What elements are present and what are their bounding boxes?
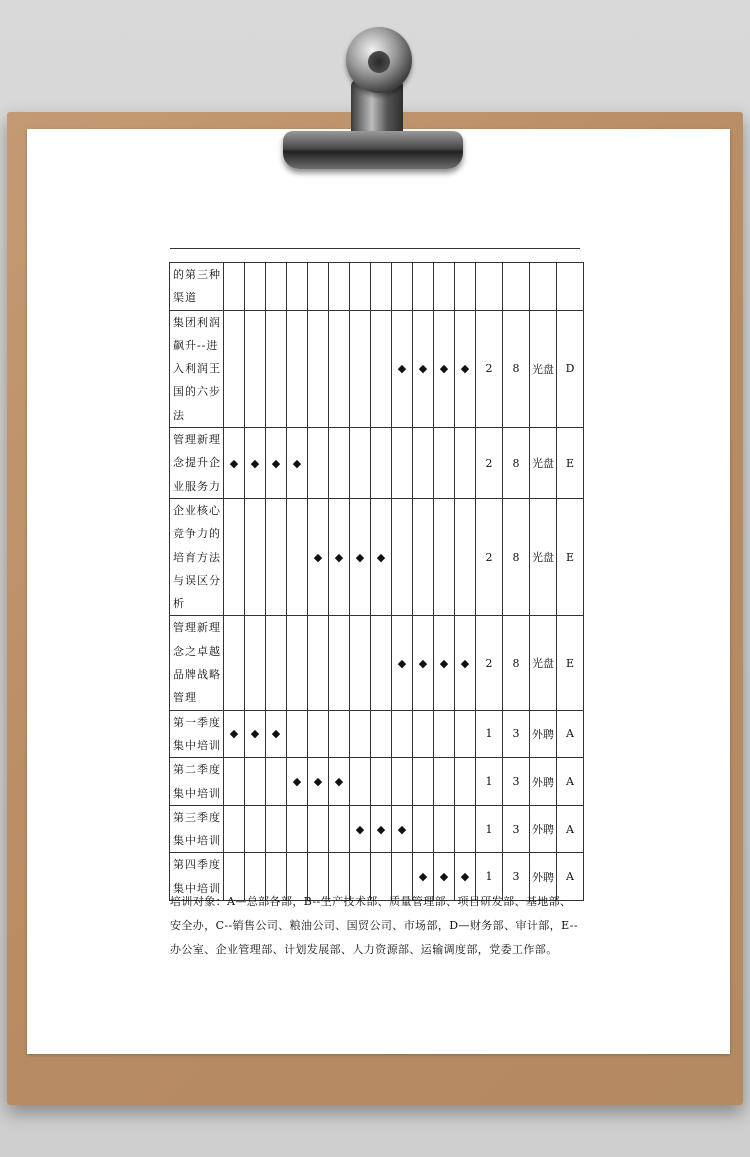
month-cell	[371, 263, 392, 311]
month-cell	[350, 428, 371, 499]
month-cell	[308, 758, 329, 806]
month-cell	[287, 758, 308, 806]
sessions-cell: 3	[503, 805, 530, 853]
sessions-cell: 3	[503, 758, 530, 806]
month-cell	[266, 805, 287, 853]
month-cell	[245, 428, 266, 499]
diamond-marker-icon: ◆	[355, 822, 365, 836]
diamond-marker-icon: ◆	[292, 775, 302, 789]
course-name-line: 渠道	[173, 291, 197, 305]
month-cell	[413, 805, 434, 853]
footnote-line: 培训对象：A—总部各部，B--生产技术部、质量管理部、项目研发部、基地部、	[170, 895, 572, 908]
sessions-cell: 3	[503, 853, 530, 901]
month-cell	[350, 616, 371, 710]
month-cell	[434, 758, 455, 806]
month-cell	[392, 616, 413, 710]
month-cell	[455, 710, 476, 758]
month-cell	[266, 710, 287, 758]
month-cell	[287, 263, 308, 311]
course-name-line: 品牌战略	[173, 668, 221, 682]
month-cell	[224, 310, 245, 427]
month-cell	[224, 710, 245, 758]
method-cell: 外聘	[530, 710, 557, 758]
month-cell	[413, 758, 434, 806]
course-name-line: 竞争力的	[173, 527, 221, 541]
month-cell	[245, 805, 266, 853]
method-cell: 光盘	[530, 310, 557, 427]
month-cell	[308, 805, 329, 853]
course-name-line: 第二季度	[173, 763, 221, 777]
method-cell: 外聘	[530, 805, 557, 853]
course-name-line: 析	[173, 597, 185, 611]
diamond-marker-icon: ◆	[418, 870, 428, 884]
course-name-line: 集团利润	[173, 315, 221, 329]
month-cell	[413, 498, 434, 615]
month-cell	[308, 263, 329, 311]
month-cell	[413, 263, 434, 311]
sessions-cell: 8	[503, 310, 530, 427]
hours-cell: 2	[476, 310, 503, 427]
target-cell: E	[557, 428, 584, 499]
month-cell	[329, 758, 350, 806]
month-cell	[455, 498, 476, 615]
course-name-line: 法	[173, 408, 185, 422]
method-cell: 外聘	[530, 853, 557, 901]
course-name-line: 管理新理	[173, 621, 221, 635]
diamond-marker-icon: ◆	[292, 456, 302, 470]
month-cell	[455, 310, 476, 427]
month-cell	[329, 805, 350, 853]
month-cell	[371, 428, 392, 499]
month-cell	[266, 428, 287, 499]
month-cell	[413, 710, 434, 758]
month-cell	[329, 498, 350, 615]
clip-hole	[368, 51, 390, 73]
hours-cell: 1	[476, 805, 503, 853]
month-cell	[224, 428, 245, 499]
month-cell	[224, 498, 245, 615]
course-name-cell	[170, 428, 224, 499]
sessions-cell: 8	[503, 428, 530, 499]
target-cell	[557, 263, 584, 311]
month-cell	[350, 310, 371, 427]
diamond-marker-icon: ◆	[313, 550, 323, 564]
month-cell	[455, 428, 476, 499]
diamond-marker-icon: ◆	[397, 656, 407, 670]
diamond-marker-icon: ◆	[313, 775, 323, 789]
month-cell	[224, 263, 245, 311]
diamond-marker-icon: ◆	[460, 362, 470, 376]
course-name-line: 集中培训	[173, 738, 221, 752]
course-name-cell	[170, 805, 224, 853]
diamond-marker-icon: ◆	[439, 362, 449, 376]
clip-base	[283, 131, 463, 169]
course-name-line: 业服务力	[173, 479, 221, 493]
method-cell: 光盘	[530, 498, 557, 615]
table-row	[170, 498, 584, 615]
diamond-marker-icon: ◆	[397, 822, 407, 836]
hours-cell	[476, 263, 503, 311]
footnote-line: 安全办，C--销售公司、粮油公司、国贸公司、市场部，D—财务部、审计部，E--	[170, 919, 578, 932]
target-cell: A	[557, 805, 584, 853]
hours-cell: 2	[476, 498, 503, 615]
diamond-marker-icon: ◆	[418, 656, 428, 670]
month-cell	[308, 710, 329, 758]
month-cell	[287, 805, 308, 853]
month-cell	[245, 263, 266, 311]
header-rule	[170, 248, 580, 249]
course-name-line: 第一季度	[173, 715, 221, 729]
target-cell: E	[557, 616, 584, 710]
diamond-marker-icon: ◆	[250, 727, 260, 741]
table-row	[170, 805, 584, 853]
month-cell	[245, 310, 266, 427]
table-row	[170, 428, 584, 499]
diamond-marker-icon: ◆	[460, 870, 470, 884]
diamond-marker-icon: ◆	[229, 456, 239, 470]
diamond-marker-icon: ◆	[376, 550, 386, 564]
month-cell	[350, 758, 371, 806]
month-cell	[245, 758, 266, 806]
course-name-line: 集中培训	[173, 786, 221, 800]
month-cell	[350, 263, 371, 311]
target-cell: E	[557, 498, 584, 615]
table-row	[170, 310, 584, 427]
month-cell	[308, 616, 329, 710]
course-name-line: 国的六步	[173, 385, 221, 399]
diamond-marker-icon: ◆	[376, 822, 386, 836]
course-name-cell	[170, 498, 224, 615]
course-name-line: 管理	[173, 691, 197, 705]
month-cell	[434, 616, 455, 710]
month-cell	[287, 310, 308, 427]
month-cell	[371, 498, 392, 615]
course-name-line: 集中培训	[173, 881, 221, 895]
month-cell	[434, 428, 455, 499]
training-plan-table	[169, 262, 584, 901]
course-name-cell	[170, 310, 224, 427]
target-cell: A	[557, 758, 584, 806]
diamond-marker-icon: ◆	[334, 550, 344, 564]
method-cell: 外聘	[530, 758, 557, 806]
course-name-line: 第四季度	[173, 858, 221, 872]
table-row	[170, 263, 584, 311]
month-cell	[287, 498, 308, 615]
month-cell	[245, 710, 266, 758]
course-name-cell	[170, 263, 224, 311]
target-cell: A	[557, 710, 584, 758]
course-name-cell	[170, 758, 224, 806]
month-cell	[287, 428, 308, 499]
sessions-cell: 8	[503, 616, 530, 710]
month-cell	[392, 498, 413, 615]
course-name-line: 飙升--进	[173, 338, 219, 352]
diamond-marker-icon: ◆	[271, 456, 281, 470]
month-cell	[413, 310, 434, 427]
month-cell	[308, 310, 329, 427]
diamond-marker-icon: ◆	[355, 550, 365, 564]
table-row	[170, 710, 584, 758]
month-cell	[266, 498, 287, 615]
sessions-cell: 8	[503, 498, 530, 615]
hours-cell: 2	[476, 616, 503, 710]
month-cell	[308, 498, 329, 615]
diamond-marker-icon: ◆	[250, 456, 260, 470]
month-cell	[287, 710, 308, 758]
month-cell	[350, 805, 371, 853]
training-target-footnote	[170, 890, 582, 962]
month-cell	[329, 710, 350, 758]
month-cell	[329, 263, 350, 311]
month-cell	[455, 805, 476, 853]
course-name-cell	[170, 616, 224, 710]
diamond-marker-icon: ◆	[271, 727, 281, 741]
method-cell: 光盘	[530, 428, 557, 499]
month-cell	[308, 428, 329, 499]
table-row	[170, 758, 584, 806]
diamond-marker-icon: ◆	[229, 727, 239, 741]
month-cell	[245, 498, 266, 615]
month-cell	[329, 616, 350, 710]
month-cell	[287, 616, 308, 710]
month-cell	[434, 710, 455, 758]
month-cell	[413, 616, 434, 710]
diamond-marker-icon: ◆	[439, 656, 449, 670]
hours-cell: 1	[476, 758, 503, 806]
month-cell	[413, 428, 434, 499]
month-cell	[434, 805, 455, 853]
month-cell	[392, 710, 413, 758]
month-cell	[455, 616, 476, 710]
month-cell	[266, 310, 287, 427]
method-cell: 光盘	[530, 616, 557, 710]
month-cell	[455, 263, 476, 311]
month-cell	[350, 710, 371, 758]
table-row	[170, 616, 584, 710]
month-cell	[392, 758, 413, 806]
course-name-line: 培育方法	[173, 550, 221, 564]
course-name-line: 管理新理	[173, 433, 221, 447]
target-cell: A	[557, 853, 584, 901]
month-cell	[371, 710, 392, 758]
month-cell	[350, 498, 371, 615]
month-cell	[245, 616, 266, 710]
hours-cell: 1	[476, 710, 503, 758]
diamond-marker-icon: ◆	[439, 870, 449, 884]
hours-cell: 1	[476, 853, 503, 901]
month-cell	[434, 263, 455, 311]
month-cell	[224, 805, 245, 853]
month-cell	[434, 498, 455, 615]
course-name-line: 念之卓越	[173, 644, 221, 658]
month-cell	[371, 805, 392, 853]
course-name-line: 的第三种	[173, 268, 221, 281]
course-name-line: 集中培训	[173, 834, 221, 848]
diamond-marker-icon: ◆	[334, 775, 344, 789]
month-cell	[224, 758, 245, 806]
course-name-line: 企业核心	[173, 503, 221, 517]
month-cell	[329, 428, 350, 499]
month-cell	[371, 616, 392, 710]
course-name-line: 念提升企	[173, 456, 221, 470]
month-cell	[392, 428, 413, 499]
method-cell	[530, 263, 557, 311]
month-cell	[329, 310, 350, 427]
diamond-marker-icon: ◆	[397, 362, 407, 376]
month-cell	[371, 758, 392, 806]
month-cell	[266, 758, 287, 806]
month-cell	[266, 263, 287, 311]
month-cell	[455, 758, 476, 806]
month-cell	[371, 310, 392, 427]
month-cell	[266, 616, 287, 710]
month-cell	[434, 310, 455, 427]
month-cell	[224, 616, 245, 710]
course-name-line: 第三季度	[173, 810, 221, 824]
footnote-line: 办公室、企业管理部、计划发展部、人力资源部、运输调度部，党委工作部。	[170, 943, 558, 956]
sessions-cell	[503, 263, 530, 311]
diamond-marker-icon: ◆	[418, 362, 428, 376]
course-name-cell	[170, 710, 224, 758]
diamond-marker-icon: ◆	[460, 656, 470, 670]
target-cell: D	[557, 310, 584, 427]
month-cell	[392, 310, 413, 427]
hours-cell: 2	[476, 428, 503, 499]
course-name-line: 与误区分	[173, 573, 221, 587]
month-cell	[392, 263, 413, 311]
month-cell	[392, 805, 413, 853]
sessions-cell: 3	[503, 710, 530, 758]
course-name-line: 入利润王	[173, 362, 221, 376]
